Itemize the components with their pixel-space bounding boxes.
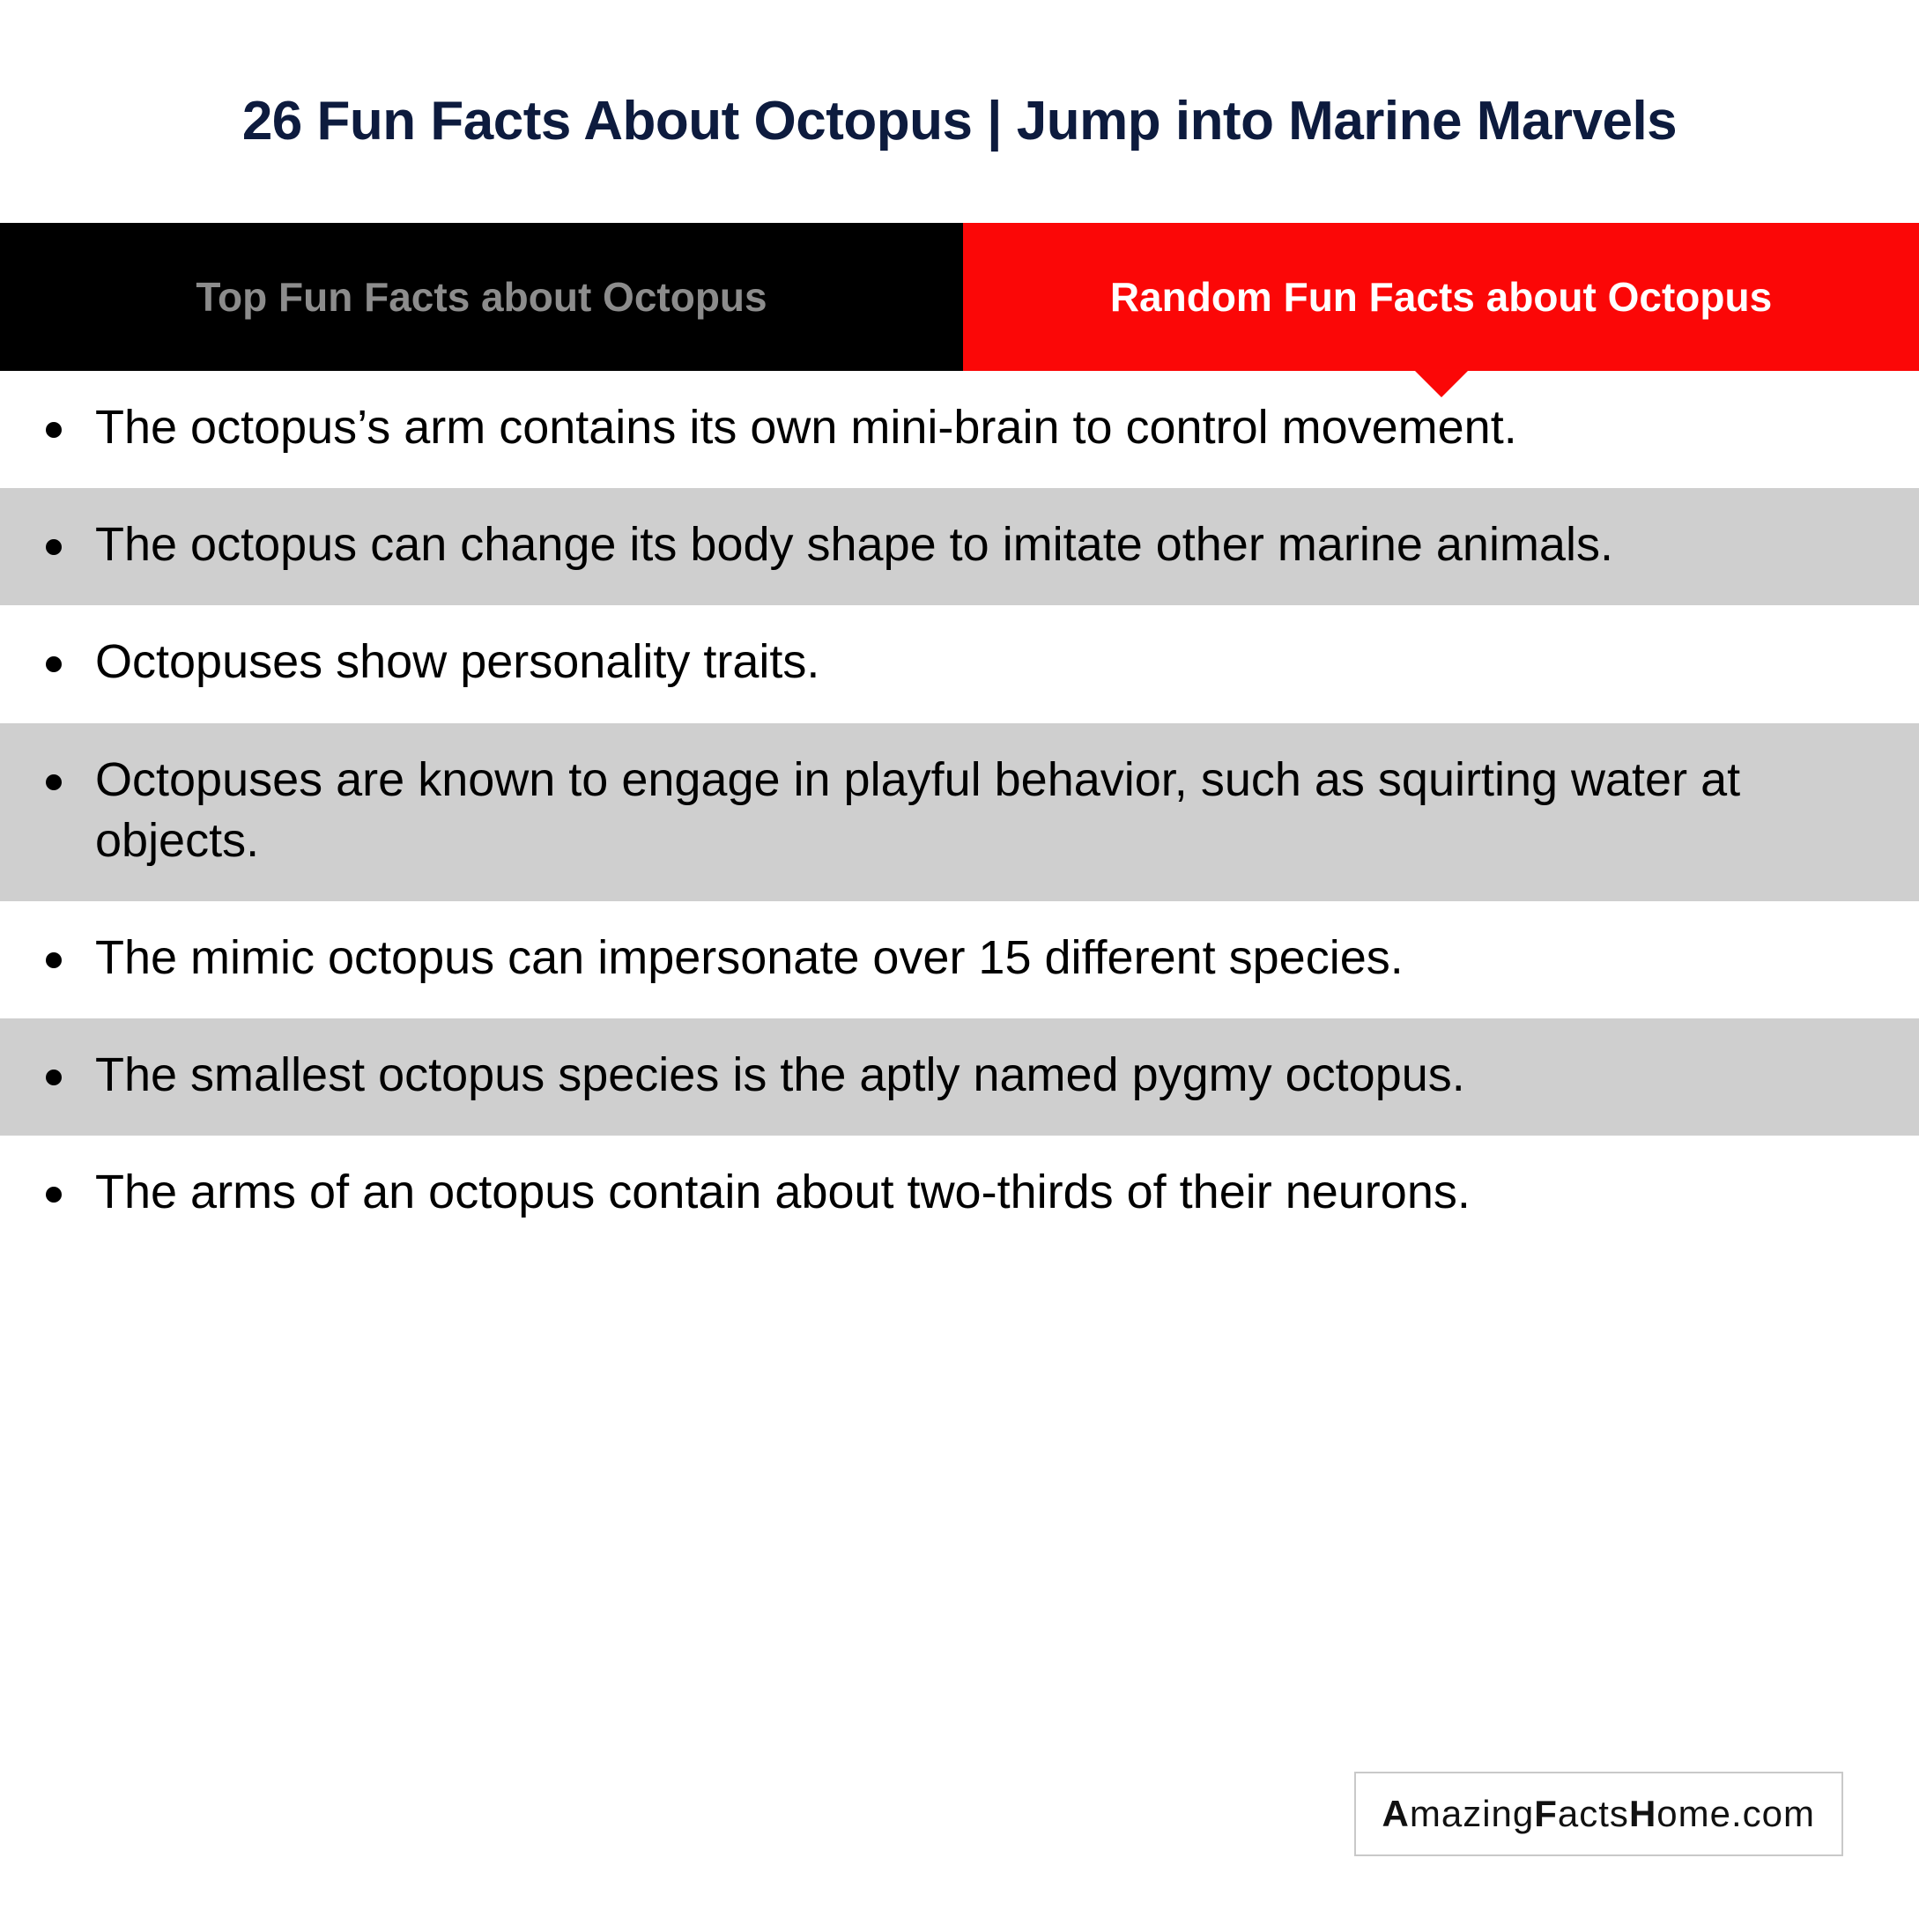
bullet-icon (46, 1187, 62, 1203)
bullet-icon (46, 774, 62, 790)
fact-text: The octopus can change its body shape to imitate other marine animals. (95, 518, 1613, 572)
page-title: 26 Fun Facts About Octopus | Jump into Marine Marvels (241, 90, 1678, 152)
list-item (0, 1136, 1919, 1253)
list-item (0, 605, 1919, 722)
tab-label: Random Fun Facts about Octopus (1109, 274, 1773, 321)
bullet-icon (46, 952, 62, 968)
list-item (0, 723, 1919, 901)
tab-label: Top Fun Facts about Octopus (196, 274, 767, 321)
tab-pointer-arrow-icon (1413, 369, 1470, 397)
watermark-segment: A (1382, 1792, 1410, 1834)
bullet-icon (46, 422, 62, 438)
watermark-segment: mazing (1409, 1792, 1535, 1834)
fact-text: The arms of an octopus contain about two-thirds of their neurons. (95, 1166, 1471, 1219)
bullet-icon (46, 1070, 62, 1085)
tab-random-fun-facts[interactable] (963, 223, 1919, 371)
watermark (1354, 1772, 1844, 1856)
watermark-segment: ome.com (1656, 1792, 1815, 1834)
list-item (0, 1018, 1919, 1136)
fact-text: The octopus’s arm contains its own mini-brain to control movement. (95, 401, 1517, 455)
list-item (0, 901, 1919, 1018)
fact-text: Octopuses show personality traits. (95, 635, 820, 689)
watermark-segment: H (1628, 1792, 1657, 1834)
list-item (0, 488, 1919, 605)
facts-list (0, 371, 1919, 1253)
bullet-icon (46, 539, 62, 555)
watermark-segment: acts (1557, 1792, 1629, 1834)
bullet-icon (46, 656, 62, 672)
fact-text: The mimic octopus can impersonate over 15 different species. (95, 930, 1404, 984)
watermark-segment: F (1534, 1792, 1558, 1834)
list-item (0, 371, 1919, 488)
fact-text: The smallest octopus species is the aptly named pygmy octopus. (95, 1047, 1465, 1101)
page-container (0, 37, 1919, 1834)
tab-bar (0, 223, 1919, 371)
tab-top-fun-facts[interactable] (0, 223, 963, 371)
fact-text: Octopuses are known to engage in playful behavior, such as squirting water at objects. (95, 752, 1741, 867)
